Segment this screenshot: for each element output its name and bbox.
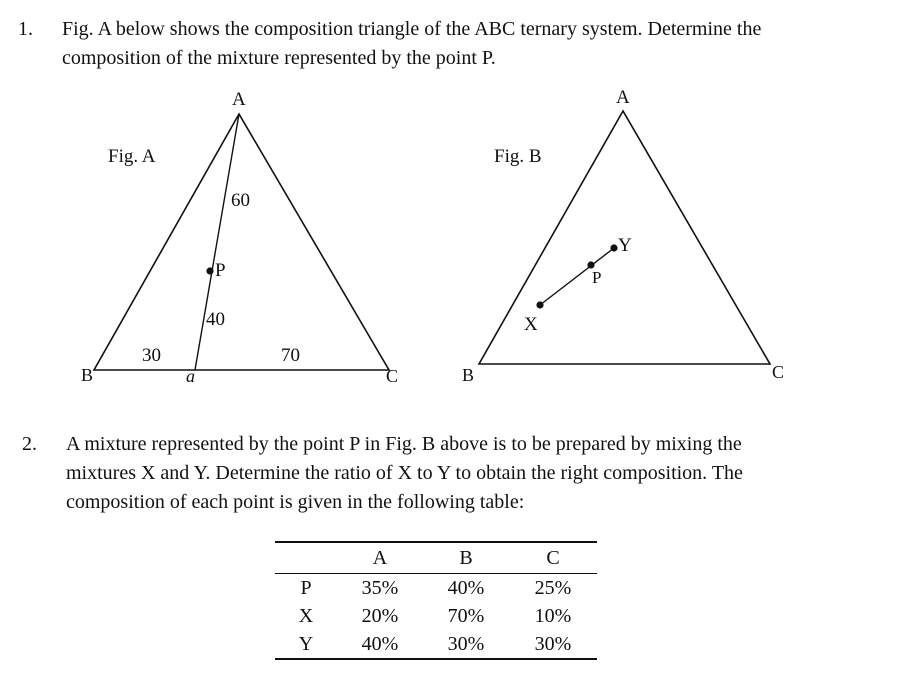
table-cell-c: 25% [534,577,572,599]
question-2-number: 2. [22,433,37,455]
table-header-b: B [423,542,509,574]
table-row-label: X [298,605,314,627]
table-row-label: Y [275,630,337,659]
table-header-blank [275,542,337,574]
question-2-line-2: mixtures X and Y. Determine the ratio of X to Y to obtain the right composition. The [66,462,743,484]
table-cell-a: 40% [337,630,423,659]
fig-b-label-x: X [524,314,538,335]
fig-a-caption: Fig. A [108,146,156,167]
table-cell-a: 20% [361,605,399,627]
table-cell-a: 35% [361,577,399,599]
table-cell-c: 10% [534,605,572,627]
composition-table [275,541,597,660]
table-row [275,630,597,659]
fig-b-point-y-marker [610,244,617,251]
table-row-label: P [300,577,312,599]
fig-a-label-p: P [215,260,226,281]
table-cell-b: 40% [447,577,485,599]
fig-b-line-x-y [540,248,614,305]
table-header-a: A [337,542,423,574]
fig-a-vertex-c: C [386,366,399,386]
table-cell-c: 30% [509,630,597,659]
fig-b-label-p: P [592,268,602,287]
table-header-row [275,542,597,574]
fig-b-caption: Fig. B [494,146,542,167]
figure-b [462,87,784,385]
question-1-line-1: Fig. A below shows the composition triangle of the ABC ternary system. Determine the [62,18,762,40]
fig-a-vertex-a: A [232,89,246,110]
question-1-line-2: composition of the mixture represented by the point P. [62,47,496,69]
fig-a-label-a: a [186,366,195,386]
question-2-line-3: composition of each point is given in the following table: [66,491,525,513]
fig-b-point-x-marker [536,301,543,308]
fig-b-label-y: Y [618,235,632,256]
fig-a-vertex-b: B [81,365,94,385]
question-1-number: 1. [18,18,33,40]
table-row [275,574,597,603]
fig-b-vertex-a: A [616,87,630,108]
table-row [275,602,597,630]
fig-a-label-60: 60 [231,190,250,211]
question-2-line-1: A mixture represented by the point P in Fig. B above is to be prepared by mixing the [66,433,742,455]
fig-a-label-40: 40 [206,309,225,330]
fig-b-vertex-b: B [462,365,475,385]
fig-a-label-30: 30 [142,345,161,366]
fig-a-point-p-marker [206,267,213,274]
fig-a-label-70: 70 [281,345,300,366]
question-2-text [66,430,866,517]
table-header-c: C [509,542,597,574]
figure-a [81,89,398,386]
fig-b-vertex-c: C [772,362,785,382]
table-cell-b: 70% [447,605,485,627]
table-cell-b: 30% [423,630,509,659]
